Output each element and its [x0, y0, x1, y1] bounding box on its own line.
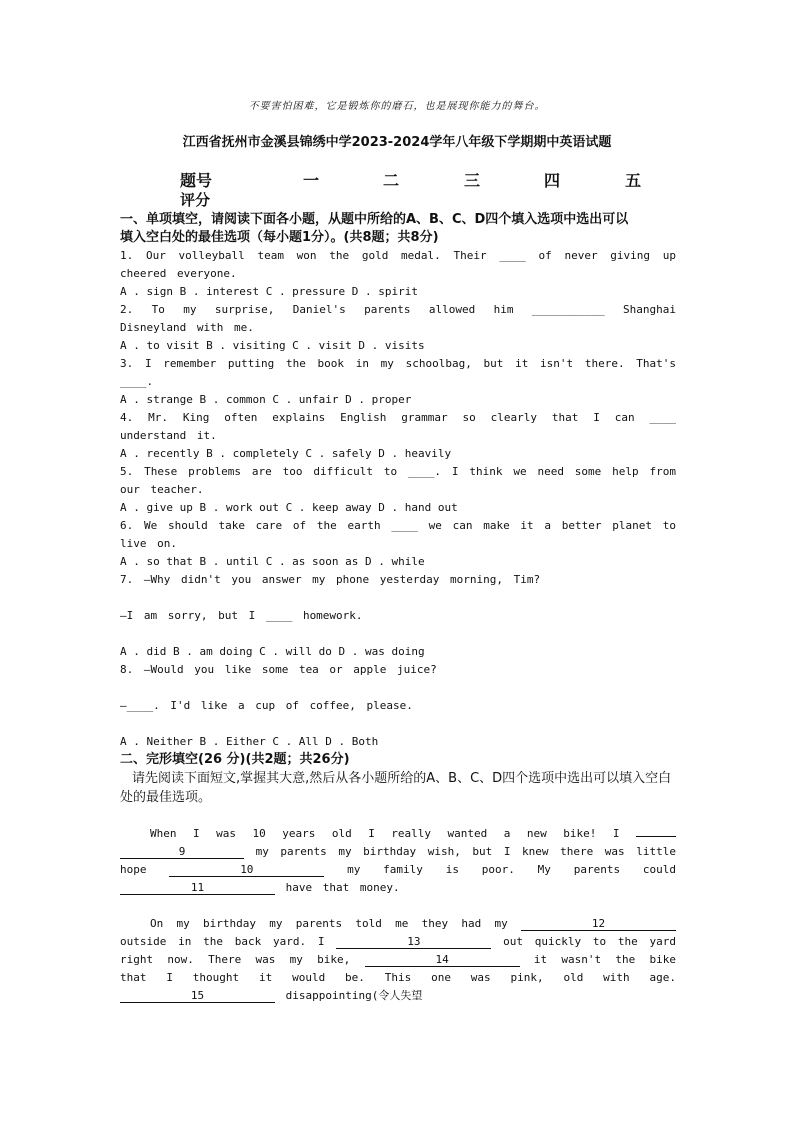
question-2: 2. To my surprise, Daniel's parents allowed him ___________ Shanghai Disneyland with me.	[120, 303, 676, 334]
section1-heading-line2: 填入空白处的最佳选项（每小题1分）。(共8题；共8分)	[120, 230, 439, 245]
question-7-options: A . did B . am doing C . will do D . was doing	[120, 645, 425, 658]
score-table-header	[180, 168, 660, 188]
score-col-4: 四	[544, 171, 561, 190]
question-5-options: A . give up B . work out C . keep away D . hand out	[120, 501, 458, 514]
section2-instruction: 请先阅读下面短文,掌握其大意,然后从各小题所给的A、B、C、D四个选项中选出可以填入空白处的最佳选项。	[120, 771, 672, 805]
question-3: 3. I remember putting the book in my schoolbag, but it isn't there. That's ____.	[120, 357, 676, 388]
cloze-blank-15[interactable]: 15	[120, 990, 275, 1003]
cloze-text: out quickly to the yard right now. There was my bike,	[120, 935, 677, 966]
question-6-options: A . so that B . until C . as soon as D . while	[120, 555, 425, 568]
question-8-options: A . Neither B . Either C . All D . Both	[120, 735, 379, 748]
cloze-blank-13[interactable]: 13	[336, 936, 491, 949]
question-5: 5. These problems are too difficult to ____. I think we need some help from our teacher.	[120, 465, 676, 496]
motto: 不要害怕困难，它是锻炼你的磨石，也是展现你能力的舞台。	[248, 101, 546, 112]
question-4-options: A . recently B . completely C . safely D . heavily	[120, 447, 452, 460]
question-7: 7. —Why didn't you answer my phone yesterday morning, Tim?	[120, 573, 541, 586]
exam-title: 江西省抚州市金溪县锦绣中学2023-2024学年八年级下学期期中英语试题	[182, 135, 612, 150]
cloze-blank-9[interactable]: 9	[120, 846, 244, 859]
question-7-reply: —I am sorry, but I ____ homework.	[120, 609, 363, 622]
cloze-text: outside in the back yard. I	[120, 935, 325, 948]
cloze-text: On my birthday my parents told me they had my	[150, 917, 508, 930]
cloze-text: my parents my birthday wish, but I knew there was little hope	[120, 845, 676, 876]
cloze-blank-10[interactable]: 10	[169, 864, 324, 877]
score-col-1: 一	[303, 171, 320, 190]
question-6: 6. We should take care of the earth ____ we can make it a better planet to live on.	[120, 519, 676, 550]
score-col-5: 五	[625, 171, 642, 190]
score-col-2: 二	[383, 171, 400, 190]
exam-content	[120, 211, 676, 1005]
question-2-options: A . to visit B . visiting C . visit D . visits	[120, 339, 425, 352]
section2-heading: 二、完形填空(26 分)(共2题；共26分)	[120, 752, 350, 767]
cloze-blank-11[interactable]: 11	[120, 882, 275, 895]
score-header-label: 题号	[180, 171, 213, 190]
question-8: 8. —Would you like some tea or apple juice?	[120, 663, 437, 676]
cloze-paragraph-2	[120, 915, 676, 1005]
cloze-paragraph-1	[120, 825, 676, 897]
cloze-text: my family is poor. My parents could	[347, 863, 677, 876]
score-col-3: 三	[464, 171, 481, 190]
section1-heading-line1: 一、单项填空，请阅读下面各小题，从题中所给的A、B、C、D四个填入选项中选出可以	[120, 212, 629, 227]
question-4: 4. Mr. King often explains English grammar so clearly that I can ____ understand it.	[120, 411, 676, 442]
question-1: 1. Our volleyball team won the gold medal. Their ____ of never giving up cheered everyone.	[120, 249, 676, 280]
question-3-options: A . strange B . common C . unfair D . proper	[120, 393, 412, 406]
cloze-text: have that money.	[285, 881, 400, 894]
score-row-label: 评分	[180, 191, 211, 209]
cloze-text: disappointing(令人失望	[285, 989, 423, 1002]
cloze-text: it wasn't the bike that I thought it would be. This one was pink, old with age.	[120, 953, 677, 984]
question-8-reply: —____. I'd like a cup of coffee, please.	[120, 699, 413, 712]
cloze-text: When I was 10 years old I really wanted a new bike! I	[150, 827, 620, 840]
cloze-blank-14[interactable]: 14	[365, 954, 520, 967]
question-1-options: A . sign B . interest C . pressure D . spirit	[120, 285, 419, 298]
cloze-blank-12[interactable]: 12	[521, 918, 676, 931]
